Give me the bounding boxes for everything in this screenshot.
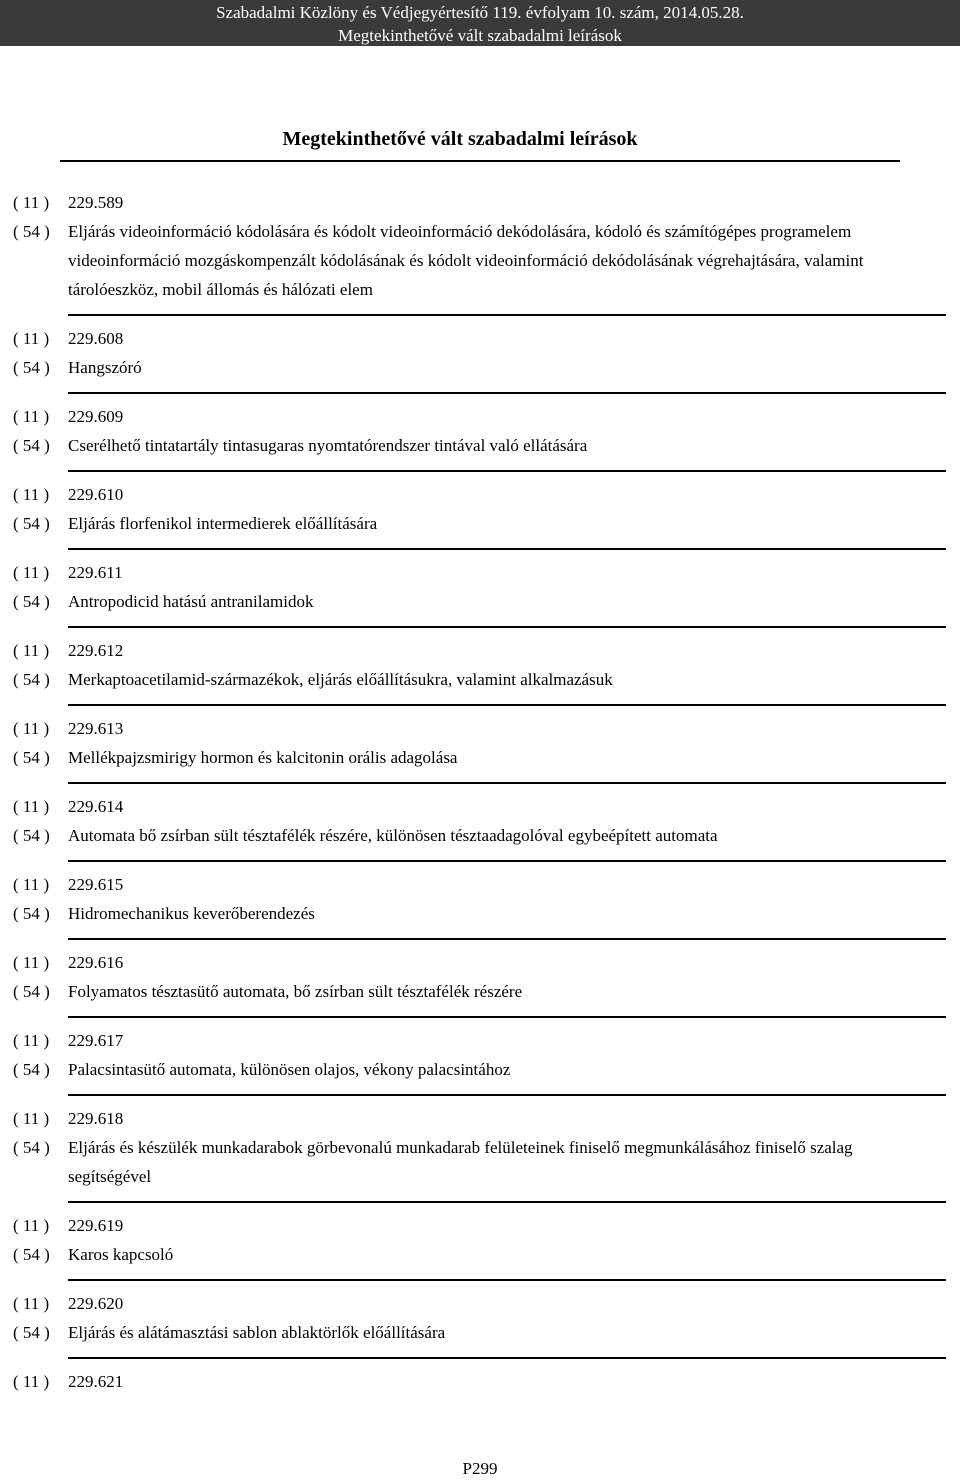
patent-title: Hangszóró	[68, 358, 142, 377]
patent-entry	[0, 714, 960, 784]
header-subtitle: Megtekinthetővé vált szabadalmi leírások	[338, 26, 622, 45]
patent-title: Merkaptoacetilamid-származékok, eljárás előállításukra, valamint alkalmazásuk	[68, 670, 613, 689]
patent-title: Automata bő zsírban sült tésztafélék részére, különösen tésztaadagolóval egybeépített automata	[68, 826, 718, 845]
patent-number-row	[0, 1104, 960, 1133]
patent-list	[0, 188, 960, 1396]
patent-number-row	[0, 1289, 960, 1318]
entry-divider	[68, 392, 946, 394]
section-title: Megtekinthetővé vált szabadalmi leírások	[282, 128, 638, 150]
patent-number: 229.612	[68, 641, 124, 660]
entry-divider	[68, 1201, 946, 1203]
patent-title: Eljárás és alátámasztási sablon ablaktörlők előállítására	[68, 1323, 446, 1342]
entry-divider	[68, 704, 946, 706]
entry-divider	[68, 938, 946, 940]
patent-number: 229.613	[68, 719, 124, 738]
patent-title-row	[0, 1240, 960, 1269]
inid-code-54: ( 54 )	[13, 1245, 50, 1264]
patent-title-row	[0, 1318, 960, 1347]
patent-number-row	[0, 1026, 960, 1055]
patent-number-row	[0, 188, 960, 217]
inid-code-11: ( 11 )	[13, 1372, 50, 1391]
patent-number: 229.609	[68, 407, 124, 426]
patent-title: Folyamatos tésztasütő automata, bő zsírban sült tésztafélék részére	[68, 982, 523, 1001]
page-header	[0, 0, 960, 46]
inid-code-54: ( 54 )	[13, 1138, 50, 1157]
inid-code-11: ( 11 )	[13, 407, 50, 426]
inid-code-11: ( 11 )	[13, 1031, 50, 1050]
inid-code-54: ( 54 )	[13, 826, 50, 845]
entry-divider	[68, 1094, 946, 1096]
patent-number: 229.615	[68, 875, 124, 894]
patent-entry	[0, 480, 960, 550]
patent-number: 229.611	[68, 563, 123, 582]
inid-code-54: ( 54 )	[13, 670, 50, 689]
inid-code-11: ( 11 )	[13, 953, 50, 972]
inid-code-54: ( 54 )	[13, 358, 50, 377]
inid-code-11: ( 11 )	[13, 641, 50, 660]
patent-number: 229.620	[68, 1294, 124, 1313]
patent-number-row	[0, 558, 960, 587]
patent-number: 229.617	[68, 1031, 124, 1050]
inid-code-54: ( 54 )	[13, 222, 50, 241]
entry-divider	[68, 1357, 946, 1359]
inid-code-54: ( 54 )	[13, 904, 50, 923]
inid-code-11: ( 11 )	[13, 1294, 50, 1313]
patent-number: 229.608	[68, 329, 124, 348]
patent-title-row	[0, 587, 960, 616]
patent-entry	[0, 188, 960, 316]
inid-code-11: ( 11 )	[13, 875, 50, 894]
entry-divider	[68, 314, 946, 316]
patent-number-row	[0, 1211, 960, 1240]
inid-code-11: ( 11 )	[13, 193, 50, 212]
patent-title: Eljárás és készülék munkadarabok görbevonalú munkadarab felületeinek finiselő megmunkálásához finiselő szalag segítségével	[68, 1138, 853, 1186]
entry-divider	[68, 548, 946, 550]
inid-code-54: ( 54 )	[13, 982, 50, 1001]
patent-entry	[0, 558, 960, 628]
inid-code-54: ( 54 )	[13, 748, 50, 767]
entry-divider	[68, 1016, 946, 1018]
entry-divider	[68, 470, 946, 472]
patent-title: Antropodicid hatású antranilamidok	[68, 592, 314, 611]
patent-entry	[0, 1211, 960, 1281]
patent-number: 229.589	[68, 193, 124, 212]
inid-code-11: ( 11 )	[13, 719, 50, 738]
patent-number-row	[0, 948, 960, 977]
entry-divider	[68, 860, 946, 862]
patent-title-row	[0, 665, 960, 694]
patent-number-row	[0, 792, 960, 821]
inid-code-11: ( 11 )	[13, 797, 50, 816]
title-divider	[60, 160, 900, 162]
patent-entry	[0, 1104, 960, 1203]
patent-title-row	[0, 821, 960, 850]
patent-entry	[0, 402, 960, 472]
patent-number: 229.616	[68, 953, 124, 972]
patent-title: Eljárás videoinformáció kódolására és kódolt videoinformáció dekódolására, kódoló és számítógépes programelem videoinformáció mozgáskompenzált kódolásának és kódolt videoinformáció dekódolásának végrehajtására, valamint tárolóeszköz, mobil állomás és hálózati elem	[68, 222, 864, 299]
patent-number-row	[0, 636, 960, 665]
patent-number: 229.619	[68, 1216, 124, 1235]
inid-code-11: ( 11 )	[13, 485, 50, 504]
patent-title: Mellékpajzsmirigy hormon és kalcitonin orális adagolása	[68, 748, 458, 767]
patent-title-row	[0, 509, 960, 538]
patent-number: 229.621	[68, 1372, 124, 1391]
entry-divider	[68, 1279, 946, 1281]
patent-title: Hidromechanikus keverőberendezés	[68, 904, 315, 923]
journal-title: Szabadalmi Közlöny és Védjegyértesítő 119. évfolyam 10. szám, 2014.05.28.	[216, 3, 744, 22]
patent-number-row	[0, 1367, 960, 1396]
patent-title-row	[0, 353, 960, 382]
patent-entry	[0, 1289, 960, 1359]
patent-number-row	[0, 714, 960, 743]
page-number: P299	[462, 1459, 498, 1478]
inid-code-54: ( 54 )	[13, 436, 50, 455]
patent-number-row	[0, 870, 960, 899]
patent-entry	[0, 1026, 960, 1096]
entry-divider	[68, 626, 946, 628]
inid-code-54: ( 54 )	[13, 514, 50, 533]
patent-title: Palacsintasütő automata, különösen olajos, vékony palacsintához	[68, 1060, 511, 1079]
patent-entry	[0, 870, 960, 940]
patent-number-row	[0, 480, 960, 509]
patent-entry	[0, 792, 960, 862]
entry-divider	[68, 782, 946, 784]
inid-code-54: ( 54 )	[13, 1060, 50, 1079]
patent-title-row	[0, 743, 960, 772]
patent-entry	[0, 948, 960, 1018]
inid-code-11: ( 11 )	[13, 329, 50, 348]
patent-number: 229.610	[68, 485, 124, 504]
patent-entry	[0, 324, 960, 394]
patent-number-row	[0, 402, 960, 431]
patent-entry	[0, 636, 960, 706]
inid-code-11: ( 11 )	[13, 563, 50, 582]
patent-title-row	[0, 217, 960, 304]
patent-number: 229.614	[68, 797, 124, 816]
inid-code-54: ( 54 )	[13, 592, 50, 611]
patent-title: Cserélhető tintatartály tintasugaras nyomtatórendszer tintával való ellátására	[68, 436, 588, 455]
patent-title: Karos kapcsoló	[68, 1245, 174, 1264]
patent-title-row	[0, 1133, 960, 1191]
patent-title-row	[0, 977, 960, 1006]
inid-code-54: ( 54 )	[13, 1323, 50, 1342]
patent-title-row	[0, 899, 960, 928]
patent-title-row	[0, 1055, 960, 1084]
patent-entry	[0, 1367, 960, 1396]
inid-code-11: ( 11 )	[13, 1216, 50, 1235]
patent-number-row	[0, 324, 960, 353]
patent-number: 229.618	[68, 1109, 124, 1128]
patent-title: Eljárás florfenikol intermedierek előállítására	[68, 514, 378, 533]
inid-code-11: ( 11 )	[13, 1109, 50, 1128]
patent-title-row	[0, 431, 960, 460]
